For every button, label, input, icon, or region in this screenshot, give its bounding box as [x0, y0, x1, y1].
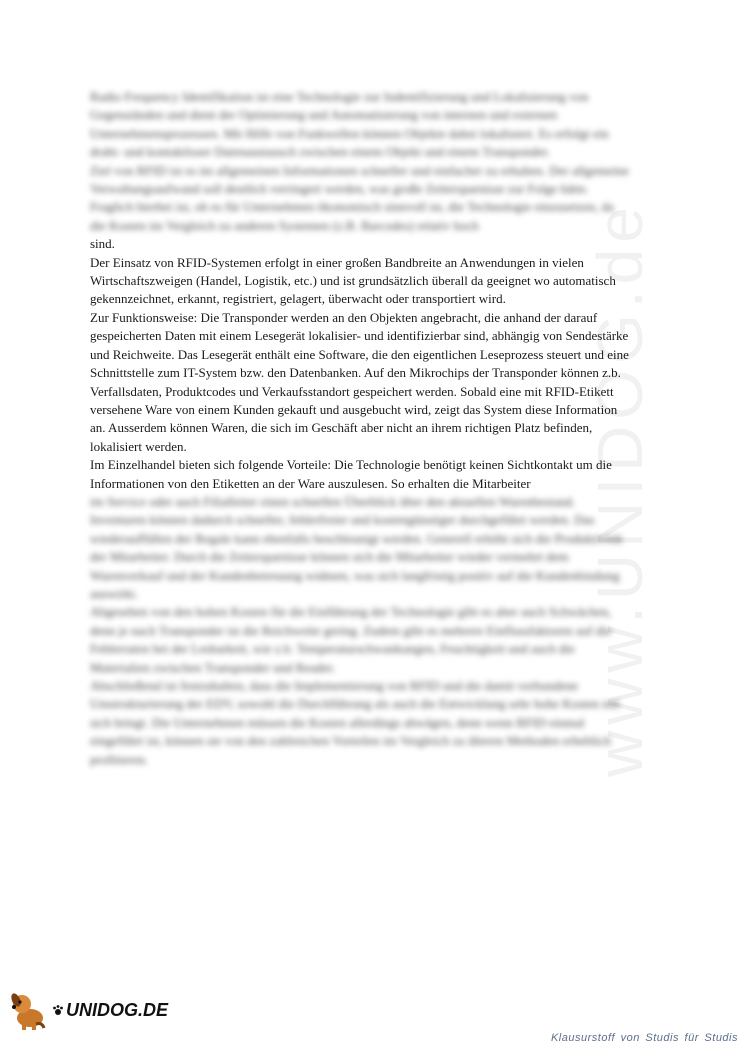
paragraph: Fraglich hierbei ist, ob es für Unternehmen ökonomisch sinnvoll ist, die Technologie einzusetzen, da die Kosten im Vergleich zu anderen Systemen (z.B. Barcodes) relativ hoch — [90, 199, 614, 233]
paragraph: Abschließend ist festzuhalten, dass die Implementierung von RFID und die damit verbundene Umstrukturierung der EDV, sowohl die Durchführung als auch die Entwicklung sehr hohe Kosten mit sich bringt. Die Unternehmen müssen die Kosten allerdings abwägen, denn wenn RFID einmal eingeführt ist, können sie von den zahlreichen Vorteilen im Vergleich zu älteren Methoden erheblich profitieren. — [90, 678, 620, 767]
document-body — [90, 88, 630, 769]
paragraph: sind. — [90, 236, 115, 252]
visible-section — [90, 235, 630, 493]
dog-icon — [8, 990, 52, 1030]
paragraph: Ziel von RFID ist es im allgemeinen Informationen schneller und einfacher zu erhalten. Der allgemeine Verwaltungsaufwand soll deutlich verringert werden, was große Zeitersparnisse zur Folge hätte. — [90, 162, 629, 197]
footer-tagline: Klausurstoff von Studis für Studis — [550, 1032, 738, 1044]
paw-icon — [52, 1004, 64, 1016]
blurred-section-top — [90, 88, 630, 235]
blurred-section-bottom — [90, 493, 630, 769]
paragraph: im Service oder auch Filialleiter einen schnellen Überblick über den aktuellen Warenbestand. Inventuren können dadurch schneller, fehlerfreier und kostengünstiger durchgeführt werden. Das wiederauffüllen der Regale kann ebenfalls beschleunigt werden. Generell erhöht sich die Produktivität der Mitarbeiter. Durch die Zeitersparnisse können sich die Mitarbeiter wieder vermehrt dem Warenverkauf und der Kundenbetreuung widmen, was sich langfristig positiv auf die Kundenbindung auswirkt. — [90, 493, 623, 601]
watermark-text: www.UNIDOG.de — [584, 201, 656, 777]
unidog-logo[interactable] — [8, 990, 178, 1030]
paragraph: Abgesehen von den hohen Kosten für die Einführung der Technologie gibt es aber auch Schwächen, denn je nach Transponder ist die Reichweite gering. Zudem gibt es mehrere Einflussfaktoren auf die Fehlerraten bei der Lesbarkeit, wie z.b. Temperaturschwankungen, Feuchtigkeit und auch die Materialien zwischen Transponder und Reader. — [90, 604, 612, 675]
logo-text: UNIDOG.DE — [66, 999, 169, 1020]
paragraph: Radio Frequency Identifikation ist eine Technologie zur Indentifizierung und Lokalisierung von Gegenständen und dient der Optimierung und Automatisierung von internen und externen Unternehmensprozessen. Mit Hilfe von Funkwellen können Objekte dabei lokalisiert. Es erfolgt ein draht- und kontaktloser Datenaustausch zwischen einem Objekt und einem Transponder. — [90, 89, 609, 160]
paragraph: Im Einzelhandel bieten sich folgende Vorteile: Die Technologie benötigt keinen Sichtkontakt um die Informationen von den Etiketten an der Ware auszulesen. So erhalten die Mitarbeiter — [90, 457, 612, 491]
paragraph: Der Einsatz von RFID-Systemen erfolgt in einer großen Bandbreite an Anwendungen in vielen Wirtschaftszweigen (Handel, Logistik, etc.) und ist grundsätzlich überall da geeignet wo automatisch gekennzeichnet, erkannt, registriert, gelagert, überwacht oder transportiert wird. — [90, 254, 616, 307]
paragraph: Zur Funktionsweise: Die Transponder werden an den Objekten angebracht, die anhand der darauf gespeicherten Daten mit einem Lesegerät lokalisier- und identifizierbar sind, abhängig von Sendestärke und Reichweite. Das Lesegerät enthält eine Software, die den eigentlichen Leseprozess steuert und eine Schnittstelle zum IT-System bzw. den Datenbanken. Auf den Mikrochips der Transponder können z.b. Verfallsdaten, Produktcodes und Verkaufsstandort gespeichert werden. Sobald eine mit RFID-Etikett versehene Ware von einem Kunden gekauft und ausgebucht wird, zeigt das System diese Information an. Ausserdem können Waren, die sich im Geschäft aber nicht an ihrem richtigen Platz befinden, lokalisiert werden. — [90, 309, 629, 454]
